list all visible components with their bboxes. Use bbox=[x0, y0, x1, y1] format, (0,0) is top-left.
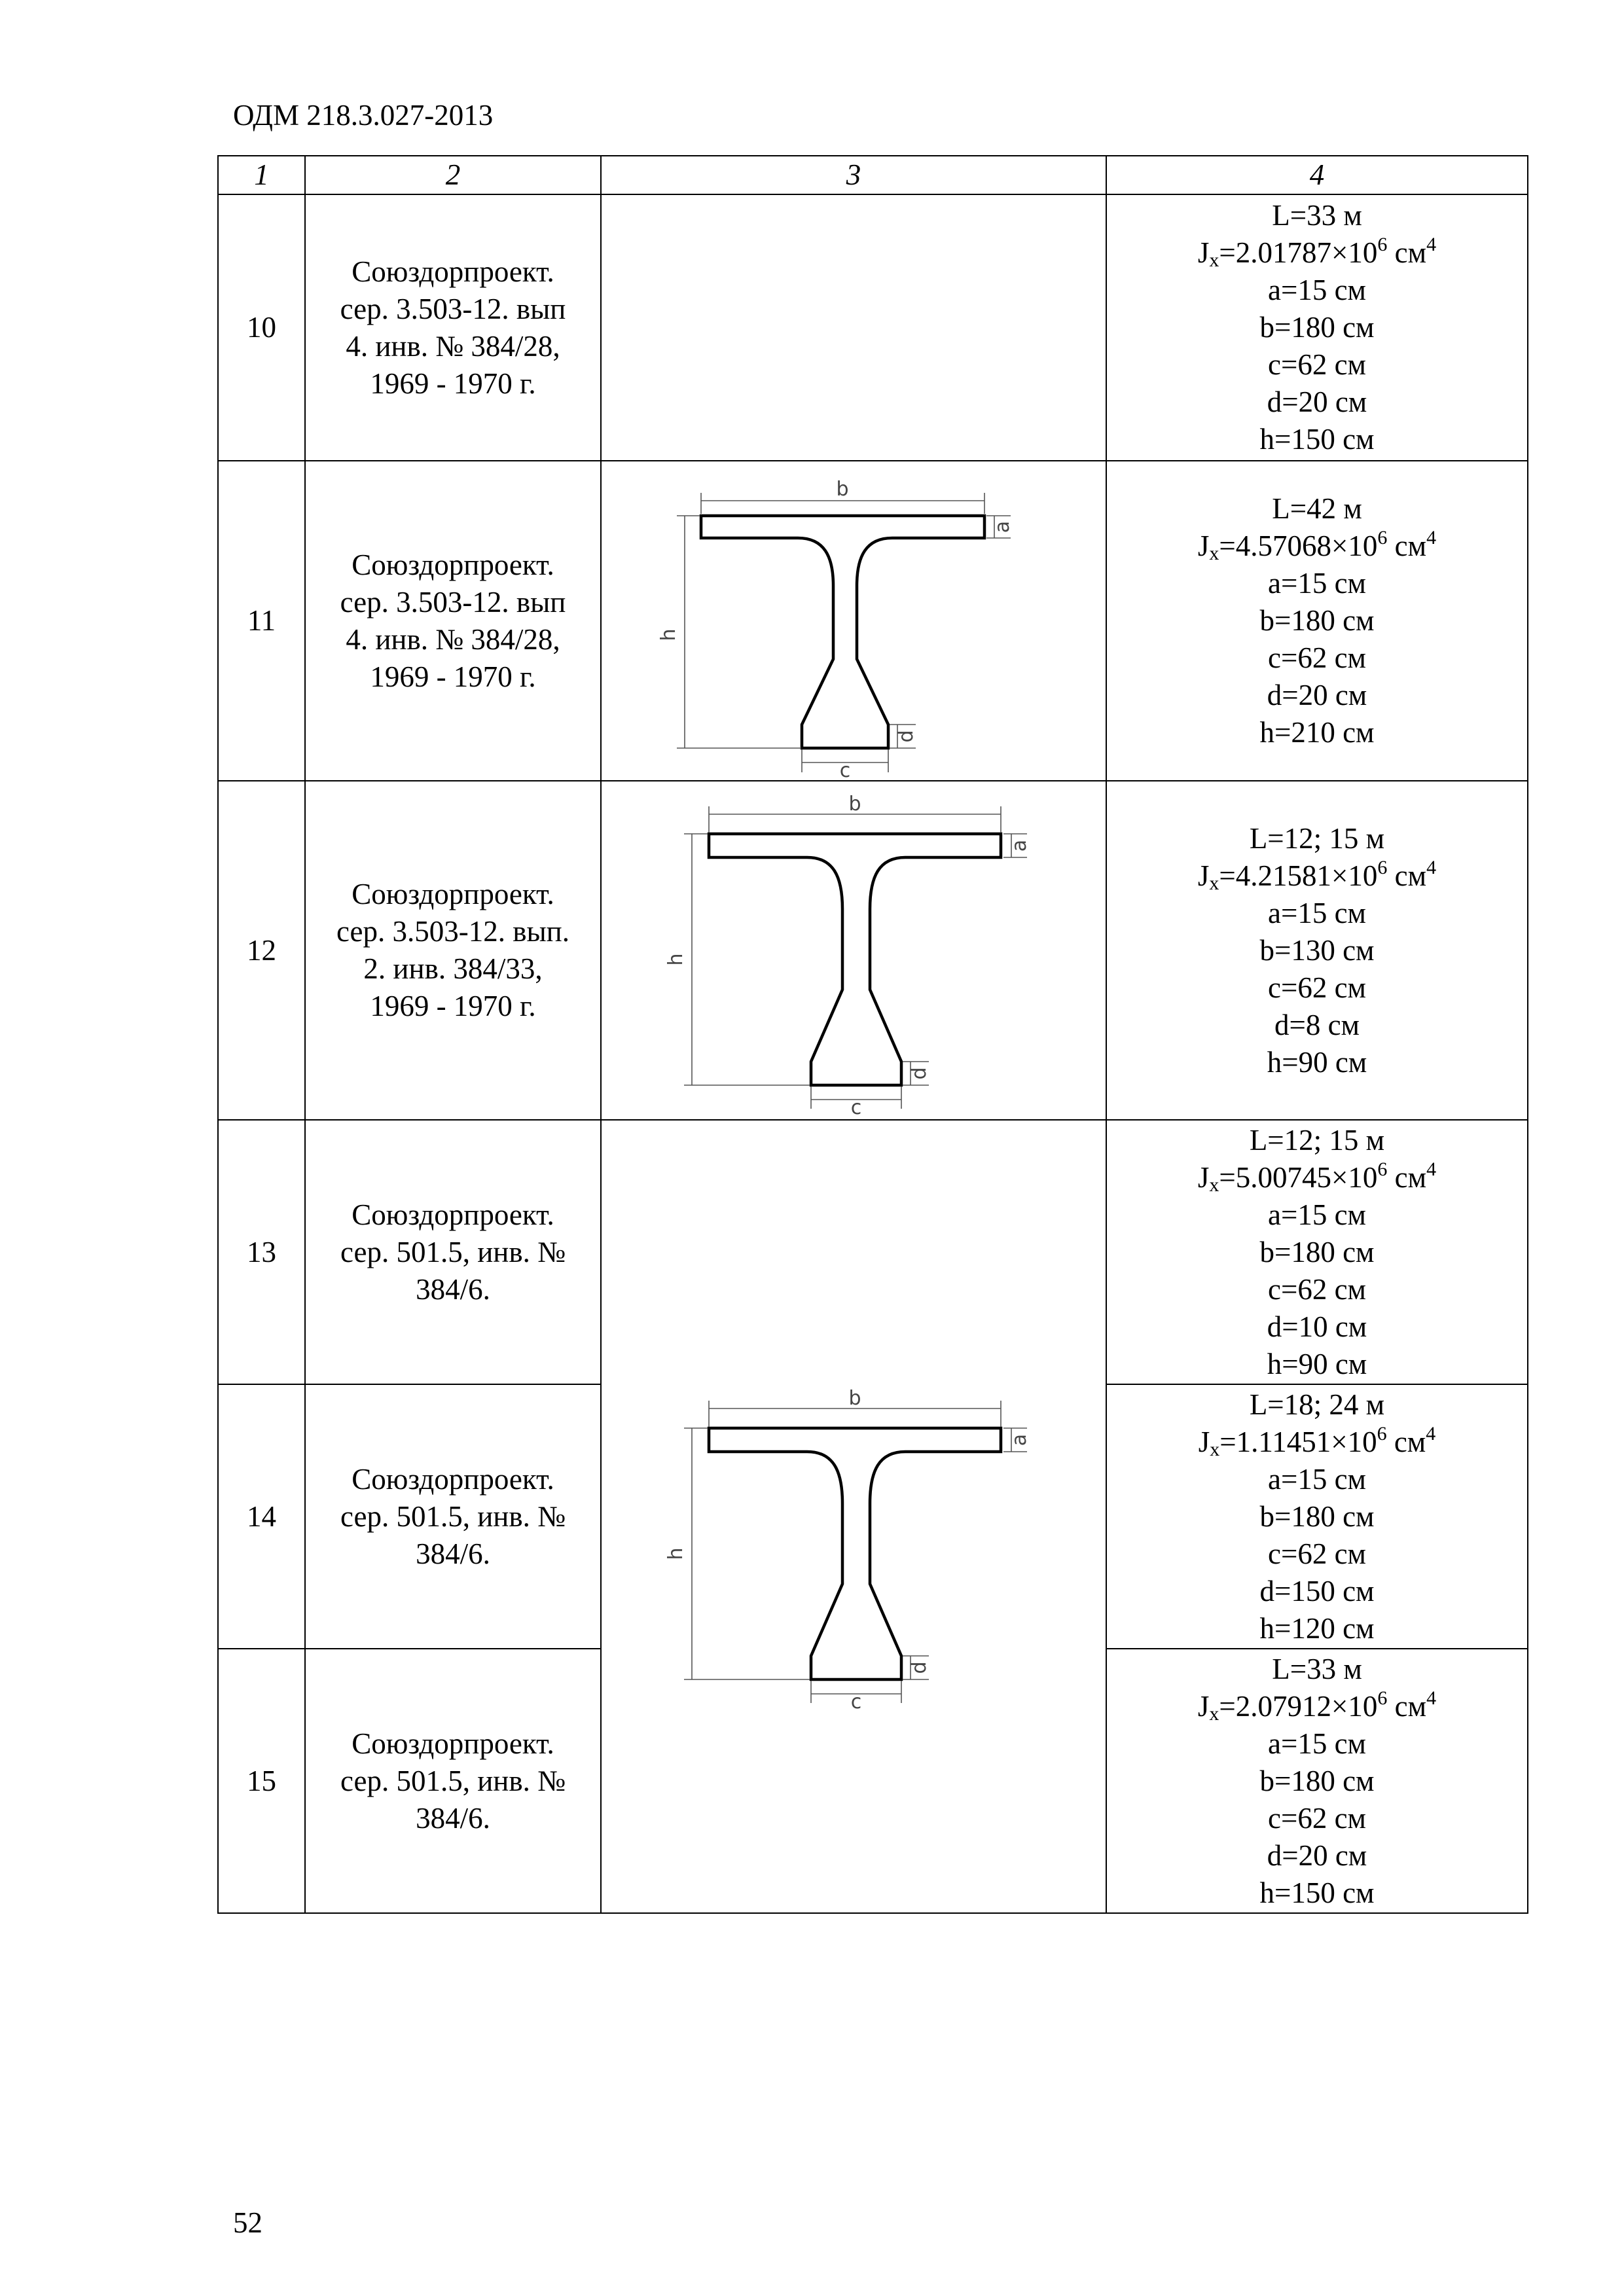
source-line: 384/6. bbox=[416, 1537, 490, 1570]
prop-b: b=180 см bbox=[1259, 604, 1375, 637]
properties-cell bbox=[1106, 1384, 1528, 1649]
source-line: Союздорпроект. bbox=[352, 255, 554, 288]
dim-c-label: c bbox=[850, 1691, 862, 1713]
source-line: Союздорпроект. bbox=[352, 878, 554, 910]
prop-Jx: $J_x=5.00745\times 10^6$ $см^4$ bbox=[1197, 1158, 1437, 1196]
prop-c: c=62 см bbox=[1267, 971, 1367, 1004]
prop-c: c=62 см bbox=[1267, 1272, 1367, 1306]
prop-h: h=90 см bbox=[1267, 1347, 1367, 1380]
prop-b: b=130 см bbox=[1259, 933, 1375, 967]
prop-a: a=15 см bbox=[1267, 1727, 1367, 1760]
source-line: Союздорпроект. bbox=[352, 548, 554, 581]
prop-a: a=15 см bbox=[1267, 896, 1367, 929]
dim-a-label: a bbox=[991, 520, 1014, 533]
source-line: 384/6. bbox=[416, 1801, 490, 1835]
properties-cell bbox=[1106, 194, 1528, 461]
source-line: 2. инв. 384/33, bbox=[363, 952, 543, 985]
prop-L: L=18; 24 м bbox=[1249, 1388, 1385, 1421]
prop-L: L=42 м bbox=[1272, 492, 1362, 525]
properties-cell bbox=[1106, 461, 1528, 781]
source-line: 4. инв. № 384/28, bbox=[346, 329, 560, 363]
prop-b: b=180 см bbox=[1259, 1235, 1375, 1268]
dim-h-label: h bbox=[664, 953, 687, 966]
source-line: 4. инв. № 384/28, bbox=[346, 622, 560, 656]
table-header-row bbox=[218, 156, 1528, 194]
prop-h: h=150 см bbox=[1259, 1876, 1375, 1909]
dim-d-label: d bbox=[895, 730, 918, 743]
row-number: 15 bbox=[218, 1649, 305, 1913]
dim-d-label: d bbox=[908, 1067, 931, 1080]
source-cell bbox=[305, 194, 601, 461]
t-beam-cross-section-drawing bbox=[602, 1121, 1107, 1910]
beam-outline bbox=[701, 516, 984, 748]
prop-d: d=20 см bbox=[1267, 386, 1367, 418]
source-line: Союздорпроект. bbox=[352, 1198, 554, 1231]
prop-b: b=180 см bbox=[1259, 311, 1375, 344]
prop-Jx: $J_x=1.11451\times 10^6$ $см^4$ bbox=[1198, 1422, 1436, 1460]
t-beam-cross-section-drawing bbox=[602, 461, 1107, 780]
prop-c: c=62 см bbox=[1267, 348, 1367, 381]
t-beam-cross-section-drawing bbox=[602, 781, 1107, 1119]
source-cell bbox=[305, 1384, 601, 1649]
properties-cell bbox=[1106, 781, 1528, 1120]
source-cell bbox=[305, 1649, 601, 1913]
source-line: Союздорпроект. bbox=[352, 1462, 554, 1496]
source-cell bbox=[305, 461, 601, 781]
prop-a: a=15 см bbox=[1267, 1198, 1367, 1231]
dim-h-label: h bbox=[657, 628, 680, 641]
prop-L: L=12; 15 м bbox=[1249, 1123, 1385, 1157]
prop-h: h=150 см bbox=[1259, 423, 1375, 456]
source-line: сер. 3.503-12. вып bbox=[340, 292, 566, 325]
table-row bbox=[218, 194, 1528, 461]
source-line: 384/6. bbox=[416, 1272, 490, 1306]
prop-h: h=210 см bbox=[1259, 716, 1375, 749]
source-line: сер. 501.5, инв. № bbox=[340, 1235, 566, 1268]
source-cell bbox=[305, 781, 601, 1120]
prop-d: d=8 см bbox=[1274, 1008, 1360, 1041]
source-line: сер. 3.503-12. вып. bbox=[336, 915, 570, 948]
dim-h-label: h bbox=[664, 1547, 687, 1560]
dim-b-label: b bbox=[836, 478, 849, 501]
column-header-3: 3 bbox=[601, 156, 1106, 194]
prop-a: a=15 см bbox=[1267, 1462, 1367, 1496]
properties-cell bbox=[1106, 1649, 1528, 1913]
prop-h: h=90 см bbox=[1267, 1045, 1367, 1079]
row-number: 10 bbox=[218, 194, 305, 461]
beam-outline bbox=[709, 834, 1001, 1085]
dim-b-label: b bbox=[848, 1387, 861, 1410]
column-header-4: 4 bbox=[1106, 156, 1528, 194]
column-header-1: 1 bbox=[218, 156, 305, 194]
source-line: сер. 501.5, инв. № bbox=[340, 1764, 566, 1797]
document-code: ОДМ 218.3.027-2013 bbox=[233, 99, 494, 132]
source-line: Союздорпроект. bbox=[352, 1727, 554, 1760]
prop-Jx: $J_x=4.57068\times 10^6$ $см^4$ bbox=[1197, 527, 1437, 564]
row-number: 11 bbox=[218, 461, 305, 781]
properties-cell bbox=[1106, 1120, 1528, 1384]
dim-c-label: c bbox=[839, 759, 851, 780]
prop-b: b=180 см bbox=[1259, 1499, 1375, 1533]
prop-c: c=62 см bbox=[1267, 641, 1367, 674]
source-line: сер. 3.503-12. вып bbox=[340, 585, 566, 619]
drawing-cell bbox=[601, 461, 1106, 781]
drawing-cell bbox=[601, 781, 1106, 1120]
prop-d: d=20 см bbox=[1267, 679, 1367, 711]
page-number: 52 bbox=[233, 2206, 262, 2239]
source-line: 1969 - 1970 г. bbox=[370, 367, 536, 400]
prop-a: a=15 см bbox=[1267, 274, 1367, 306]
prop-c: c=62 см bbox=[1267, 1801, 1367, 1835]
prop-Jx: $J_x=2.01787\times 10^6$ $см^4$ bbox=[1197, 234, 1437, 271]
prop-Jx: $J_x=2.07912\times 10^6$ $см^4$ bbox=[1197, 1687, 1437, 1725]
source-line: сер. 501.5, инв. № bbox=[340, 1499, 566, 1533]
dim-c-label: c bbox=[850, 1096, 862, 1119]
prop-d: d=10 см bbox=[1267, 1310, 1367, 1343]
prop-L: L=33 м bbox=[1272, 199, 1362, 232]
prop-c: c=62 см bbox=[1267, 1537, 1367, 1570]
source-cell bbox=[305, 1120, 601, 1384]
prop-h: h=120 см bbox=[1259, 1611, 1375, 1645]
source-line: 1969 - 1970 г. bbox=[370, 990, 536, 1022]
column-header-2: 2 bbox=[305, 156, 601, 194]
row-number: 12 bbox=[218, 781, 305, 1120]
prop-L: L=12; 15 м bbox=[1249, 821, 1385, 855]
dim-d-label: d bbox=[908, 1661, 931, 1674]
beam-table bbox=[217, 155, 1528, 1914]
table-row bbox=[218, 781, 1528, 1120]
drawing-cell-shared bbox=[601, 1120, 1106, 1913]
prop-b: b=180 см bbox=[1259, 1764, 1375, 1797]
dim-a-label: a bbox=[1008, 839, 1031, 852]
prop-a: a=15 см bbox=[1267, 567, 1367, 600]
prop-d: d=20 см bbox=[1267, 1839, 1367, 1872]
dim-b-label: b bbox=[848, 793, 861, 816]
prop-d: d=150 см bbox=[1259, 1574, 1375, 1607]
beam-outline bbox=[709, 1428, 1001, 1679]
table-row bbox=[218, 461, 1528, 781]
dim-a-label: a bbox=[1008, 1433, 1031, 1446]
prop-L: L=33 м bbox=[1272, 1652, 1362, 1685]
source-line: 1969 - 1970 г. bbox=[370, 660, 536, 693]
table-row bbox=[218, 1120, 1528, 1384]
row-number: 13 bbox=[218, 1120, 305, 1384]
drawing-cell-empty bbox=[601, 194, 1106, 461]
row-number: 14 bbox=[218, 1384, 305, 1649]
prop-Jx: $J_x=4.21581\times 10^6$ $см^4$ bbox=[1197, 856, 1437, 894]
